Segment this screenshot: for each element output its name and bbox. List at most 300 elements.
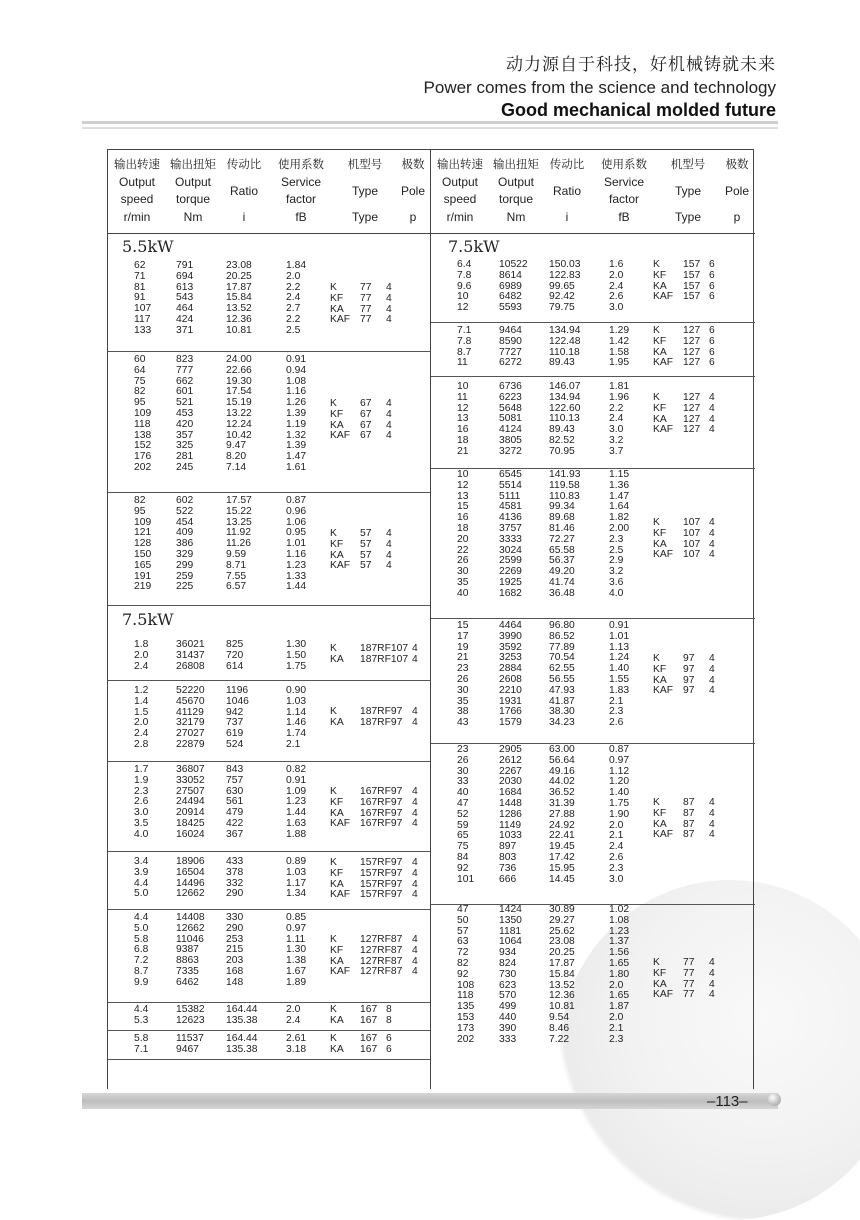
- cell-ratio: 63.00: [549, 744, 575, 755]
- cell-speed: 117: [134, 313, 151, 325]
- cell-ratio: 10.81: [226, 324, 252, 336]
- cell-ratio: 17.87: [549, 957, 575, 969]
- cell-ratio: 12.36: [549, 990, 575, 1002]
- type-pole: 4: [709, 807, 715, 819]
- cell-sf: 2.6: [609, 717, 624, 729]
- cell-sf: 1.19: [286, 418, 307, 430]
- cell-ratio: 141.93: [549, 469, 581, 480]
- cell-ratio: 720: [226, 649, 244, 661]
- cell-torque: 1579: [499, 717, 522, 729]
- cell-torque: 803: [499, 851, 517, 863]
- cell-speed: 5.0: [134, 888, 149, 900]
- type-list: [653, 326, 715, 369]
- cell-torque: 8590: [499, 335, 522, 347]
- cell-ratio: 9.47: [226, 440, 247, 452]
- cell-torque: 4464: [499, 620, 522, 631]
- cell-sf: 3.7: [609, 445, 624, 457]
- cell-speed: 109: [134, 516, 152, 528]
- cell-torque: 2269: [499, 566, 522, 578]
- cell-torque: 22879: [176, 738, 205, 750]
- cell-sf: 2.3: [609, 862, 624, 874]
- column-speed: [457, 745, 474, 885]
- cell-ratio: 843: [226, 764, 244, 775]
- type-name: K: [653, 653, 660, 664]
- header-sf: [268, 156, 334, 226]
- type-size: 127: [683, 413, 701, 425]
- column-ratio: [549, 326, 581, 369]
- cell-torque: 12623: [176, 1014, 205, 1026]
- cell-torque: 6462: [176, 976, 199, 988]
- column-sf: [609, 745, 629, 885]
- header-pole-en1: Pole: [400, 183, 426, 198]
- cell-torque: 454: [176, 516, 194, 528]
- column-speed: [457, 905, 474, 1045]
- cell-ratio: 99.65: [549, 280, 575, 292]
- cell-ratio: 110.18: [549, 346, 580, 358]
- column-torque: [176, 765, 205, 841]
- type-name: KAF: [330, 314, 351, 326]
- header-torque-unit: Nm: [506, 209, 526, 224]
- cell-ratio: 433: [226, 856, 244, 867]
- cell-sf: 2.0: [609, 269, 624, 281]
- type-pole: 4: [412, 786, 418, 797]
- type-name: KF: [653, 967, 667, 979]
- cell-speed: 82: [457, 957, 469, 969]
- type-name: KA: [330, 419, 344, 431]
- type-pole: 6: [709, 335, 715, 347]
- cell-torque: 9387: [176, 944, 199, 956]
- cell-torque: 2608: [499, 673, 522, 685]
- cell-speed: 92: [457, 968, 469, 980]
- cell-speed: 82: [134, 495, 146, 506]
- cell-ratio: 561: [226, 796, 244, 808]
- cell-torque: 245: [176, 461, 194, 473]
- header-ratio-unit: i: [242, 209, 246, 224]
- cell-speed: 15: [457, 501, 469, 513]
- column-sf: [609, 326, 629, 369]
- cell-speed: 18: [457, 522, 469, 534]
- column-ratio: [549, 905, 575, 1045]
- header-sf: [591, 156, 657, 226]
- type-size: 127RF87: [360, 966, 403, 978]
- cell-sf: 1.56: [609, 947, 630, 959]
- type-pole: 4: [709, 829, 715, 841]
- cell-torque: 1925: [499, 576, 522, 588]
- cell-ratio: 99.34: [549, 501, 575, 513]
- type-size: 157: [683, 280, 701, 292]
- cell-sf: 1.02: [609, 904, 630, 915]
- type-size: 157: [683, 259, 701, 270]
- cell-speed: 59: [457, 819, 469, 831]
- cell-torque: 613: [176, 281, 194, 293]
- type-size: 127: [683, 402, 701, 414]
- cell-speed: 26: [457, 754, 469, 766]
- cell-speed: 219: [134, 581, 152, 593]
- cell-ratio: 29.27: [549, 914, 575, 926]
- type-row: [653, 271, 715, 282]
- header-pole: [396, 156, 430, 226]
- cell-speed: 121: [134, 527, 152, 539]
- cell-speed: 138: [134, 429, 152, 441]
- cell-speed: 109: [134, 407, 152, 419]
- group-separator: [431, 322, 755, 323]
- cell-torque: 1033: [499, 830, 522, 842]
- type-pole: 4: [709, 674, 715, 686]
- header-type-en1: Type: [351, 183, 378, 198]
- cell-speed: 135: [457, 1001, 475, 1013]
- cell-ratio: 17.57: [226, 495, 252, 506]
- type-size: 97: [683, 685, 695, 697]
- cell-speed: 47: [457, 797, 469, 809]
- cell-ratio: 27.88: [549, 808, 575, 820]
- cell-sf: 1.01: [609, 630, 630, 642]
- cell-ratio: 134.94: [549, 391, 581, 403]
- header-sf-unit: fB: [295, 209, 307, 224]
- cell-torque: 464: [176, 303, 194, 315]
- type-size: 107: [683, 538, 701, 550]
- cell-torque: 12662: [176, 922, 205, 934]
- type-pole: 4: [412, 807, 418, 819]
- cell-ratio: 757: [226, 774, 244, 786]
- type-row: [330, 946, 418, 957]
- cell-ratio: 332: [226, 877, 244, 889]
- type-pole: 4: [709, 424, 715, 436]
- cell-torque: 9464: [499, 325, 522, 336]
- column-speed: [134, 640, 148, 672]
- column-speed: [457, 470, 468, 600]
- type-name: K: [330, 282, 337, 293]
- cell-ratio: 36.48: [549, 587, 575, 599]
- cell-torque: 1766: [499, 706, 522, 718]
- type-pole: 6: [709, 325, 715, 336]
- cell-sf: 2.4: [609, 280, 624, 292]
- type-size: 77: [360, 314, 372, 326]
- type-size: 77: [683, 978, 695, 990]
- type-row: [330, 890, 418, 901]
- cell-torque: 570: [499, 990, 517, 1002]
- cell-speed: 35: [457, 576, 469, 588]
- type-size: 77: [683, 967, 695, 979]
- cell-sf: 0.91: [286, 354, 307, 365]
- cell-ratio: 110.13: [549, 413, 580, 425]
- cell-torque: 3805: [499, 434, 522, 446]
- type-pole: 8: [386, 1014, 392, 1026]
- column-speed: [134, 857, 148, 900]
- cell-sf: 1.11: [286, 933, 306, 945]
- cell-torque: 20914: [176, 807, 205, 819]
- cell-ratio: 79.75: [549, 302, 575, 314]
- cell-torque: 623: [499, 979, 517, 991]
- type-name: KAF: [330, 560, 351, 572]
- type-row: [330, 1045, 392, 1056]
- type-pole: 4: [709, 978, 715, 990]
- header-type: [657, 156, 719, 226]
- type-pole: 4: [709, 967, 715, 979]
- header-speed-en2: speed: [443, 192, 477, 206]
- cell-sf: 1.82: [609, 512, 630, 524]
- cell-sf: 1.13: [609, 641, 630, 653]
- cell-speed: 17: [457, 630, 469, 642]
- cell-sf: 1.67: [286, 965, 307, 977]
- cell-sf: 2.4: [609, 413, 624, 425]
- column-ratio: [226, 261, 252, 337]
- cell-sf: 1.47: [609, 490, 630, 502]
- specification-table: [107, 149, 754, 1089]
- cell-speed: 4.4: [134, 877, 149, 889]
- column-ratio: [226, 496, 252, 593]
- cell-speed: 63: [457, 936, 469, 948]
- cell-speed: 35: [457, 695, 469, 707]
- type-list: [330, 529, 392, 572]
- cell-torque: 1350: [499, 914, 522, 926]
- type-pole: 4: [709, 402, 715, 414]
- type-list: [330, 283, 392, 326]
- header-slogan-bold: Good mechanical molded future: [500, 100, 776, 120]
- type-pole: 4: [412, 889, 418, 901]
- cell-speed: 7.8: [457, 269, 472, 281]
- cell-torque: 281: [176, 451, 194, 463]
- type-name: K: [330, 934, 337, 945]
- cell-speed: 1.2: [134, 685, 149, 696]
- cell-sf: 2.00: [609, 522, 630, 534]
- type-row: [330, 410, 392, 421]
- cell-ratio: 10.81: [549, 1001, 575, 1013]
- type-size: 157: [683, 269, 701, 281]
- cell-torque: 390: [499, 1022, 517, 1034]
- cell-speed: 15: [457, 620, 469, 631]
- type-size: 57: [360, 560, 372, 572]
- cell-sf: 1.16: [286, 548, 307, 560]
- page-header: [424, 50, 776, 121]
- cell-torque: 3333: [499, 533, 522, 545]
- type-row: [653, 969, 715, 980]
- cell-torque: 31437: [176, 649, 205, 661]
- type-name: K: [330, 706, 337, 717]
- cell-torque: 1424: [499, 904, 522, 915]
- cell-sf: 2.0: [609, 819, 624, 831]
- type-name: KA: [653, 413, 667, 425]
- cell-speed: 91: [134, 292, 146, 304]
- cell-ratio: 36.52: [549, 787, 575, 799]
- cell-torque: 7335: [176, 965, 199, 977]
- type-pole: 8: [386, 1004, 392, 1015]
- cell-ratio: 119.58: [549, 479, 580, 491]
- type-name: K: [653, 325, 660, 336]
- cell-ratio: 17.42: [549, 851, 575, 863]
- type-size: 57: [360, 549, 372, 561]
- cell-speed: 1.9: [134, 774, 149, 786]
- cell-speed: 12: [457, 402, 469, 414]
- cell-ratio: 70.95: [549, 445, 575, 457]
- type-row: [653, 529, 715, 540]
- header-sf-cn: 使用系数: [278, 157, 324, 171]
- cell-torque: 4124: [499, 424, 522, 436]
- cell-sf: 0.97: [609, 754, 630, 766]
- cell-torque: 543: [176, 292, 194, 304]
- cell-sf: 1.42: [609, 335, 630, 347]
- cell-speed: 60: [134, 354, 146, 365]
- column-speed: [134, 1005, 148, 1027]
- header-ratio-cn: 传动比: [226, 157, 262, 171]
- cell-torque: 2599: [499, 555, 522, 567]
- type-name: KA: [330, 955, 344, 967]
- column-ratio: [226, 640, 243, 672]
- type-size: 167RF97: [360, 796, 403, 808]
- cell-torque: 26808: [176, 660, 205, 672]
- cell-ratio: 122.60: [549, 402, 581, 414]
- cell-torque: 1931: [499, 695, 522, 707]
- cell-sf: 0.91: [286, 774, 307, 786]
- column-speed: [457, 382, 468, 458]
- cell-speed: 21: [457, 652, 469, 664]
- header-ratio-en1: Ratio: [552, 183, 581, 198]
- type-size: 127: [683, 335, 701, 347]
- cell-torque: 3990: [499, 630, 522, 642]
- header-speed-en1: Output: [441, 174, 479, 189]
- type-row: [653, 292, 715, 303]
- cell-ratio: 22.41: [549, 830, 575, 842]
- cell-ratio: 41.74: [549, 576, 575, 588]
- cell-ratio: 122.48: [549, 335, 581, 347]
- type-size: 127: [683, 325, 701, 336]
- cell-ratio: 12.24: [226, 418, 252, 430]
- column-speed: [134, 686, 148, 751]
- cell-ratio: 89.43: [549, 357, 575, 369]
- cell-sf: 4.0: [609, 587, 624, 599]
- group-separator: [108, 1002, 430, 1003]
- column-speed: [134, 1034, 148, 1056]
- type-list: [653, 798, 715, 841]
- type-name: KA: [330, 549, 344, 561]
- cell-sf: 1.84: [286, 260, 307, 271]
- header-speed-cn: 输出转速: [114, 157, 160, 171]
- cell-torque: 824: [499, 957, 517, 969]
- cell-speed: 7.1: [457, 325, 472, 336]
- cell-sf: 1.80: [609, 968, 630, 980]
- cell-ratio: 942: [226, 706, 244, 718]
- cell-sf: 1.03: [286, 866, 307, 878]
- type-size: 77: [360, 282, 372, 293]
- cell-speed: 133: [134, 324, 152, 336]
- type-pole: 6: [709, 346, 715, 358]
- cell-torque: 1286: [499, 808, 522, 820]
- type-row: [653, 830, 715, 841]
- cell-ratio: 13.22: [226, 407, 252, 419]
- type-row: [653, 990, 715, 1001]
- cell-ratio: 41.87: [549, 695, 575, 707]
- type-name: K: [330, 528, 337, 539]
- cell-torque: 1064: [499, 936, 522, 948]
- cell-ratio: 20.25: [226, 270, 252, 282]
- cell-speed: 1.8: [134, 639, 149, 650]
- column-sf: [286, 1005, 300, 1027]
- type-name: KA: [653, 280, 667, 292]
- type-name: KA: [653, 978, 667, 990]
- header-torque-en2: torque: [175, 192, 211, 206]
- cell-sf: 1.39: [286, 407, 307, 419]
- column-torque: [499, 260, 528, 314]
- header-type-unit: Type: [351, 209, 378, 224]
- cell-sf: 3.0: [609, 302, 624, 314]
- cell-speed: 13: [457, 413, 469, 425]
- cell-ratio: 24.92: [549, 819, 575, 831]
- section-power-7-5kw-right: 7.5kW: [448, 237, 500, 256]
- cell-ratio: 96.80: [549, 620, 575, 631]
- cell-sf: 1.88: [286, 828, 307, 840]
- header-slogan-cn: 动力源自于科技，好机械铸就未来: [506, 55, 776, 75]
- type-size: 187RF107: [360, 653, 409, 665]
- type-row: [330, 798, 418, 809]
- type-name: K: [653, 259, 660, 270]
- type-name: KAF: [653, 829, 674, 841]
- type-pole: 4: [709, 413, 715, 425]
- type-name: KAF: [653, 989, 674, 1001]
- group-separator: [108, 492, 430, 493]
- cell-ratio: 15.19: [226, 397, 252, 409]
- cell-ratio: 7.14: [226, 461, 247, 473]
- cell-speed: 9.6: [457, 280, 472, 292]
- cell-ratio: 479: [226, 807, 244, 819]
- cell-sf: 1.01: [286, 538, 307, 550]
- header-sf-en2: factor: [285, 192, 316, 206]
- cell-torque: 33052: [176, 774, 205, 786]
- cell-sf: 2.4: [286, 292, 301, 304]
- cell-torque: 521: [176, 397, 194, 409]
- cell-torque: 18425: [176, 817, 205, 829]
- type-size: 157RF97: [360, 867, 403, 879]
- group-separator: [108, 680, 430, 681]
- cell-speed: 75: [134, 375, 146, 387]
- type-pole: 4: [709, 527, 715, 539]
- type-row: [330, 1016, 392, 1027]
- type-name: K: [330, 643, 337, 654]
- cell-speed: 107: [134, 303, 152, 315]
- type-name: KA: [330, 878, 344, 890]
- cell-sf: 1.6: [609, 259, 624, 270]
- cell-torque: 3272: [499, 445, 522, 457]
- cell-torque: 259: [176, 570, 194, 582]
- group-separator: [431, 468, 755, 469]
- cell-ratio: 31.39: [549, 797, 575, 809]
- cell-sf: 2.2: [609, 402, 624, 414]
- cell-torque: 440: [499, 1011, 517, 1023]
- cell-torque: 386: [176, 538, 194, 550]
- cell-sf: 2.61: [286, 1033, 307, 1044]
- cell-torque: 791: [176, 260, 194, 271]
- cell-ratio: 148: [226, 976, 244, 988]
- type-size: 67: [360, 430, 372, 442]
- type-size: 87: [683, 818, 695, 830]
- type-row: [330, 655, 418, 666]
- column-torque: [176, 913, 205, 989]
- header-torque-en1: Output: [497, 174, 535, 189]
- cell-sf: 1.64: [609, 501, 630, 513]
- type-pole: 4: [412, 934, 418, 945]
- cell-torque: 499: [499, 1001, 517, 1013]
- cell-torque: 934: [499, 947, 517, 959]
- header-pole-unit: p: [409, 209, 417, 224]
- type-pole: 4: [386, 419, 392, 431]
- column-ratio: [549, 470, 581, 600]
- cell-ratio: 253: [226, 933, 244, 945]
- type-row: [330, 869, 418, 880]
- cell-sf: 3.18: [286, 1043, 307, 1055]
- type-pole: 4: [412, 653, 418, 665]
- cell-torque: 36807: [176, 764, 205, 775]
- type-name: K: [653, 392, 660, 403]
- cell-ratio: 13.52: [226, 303, 252, 315]
- cell-speed: 71: [134, 270, 146, 282]
